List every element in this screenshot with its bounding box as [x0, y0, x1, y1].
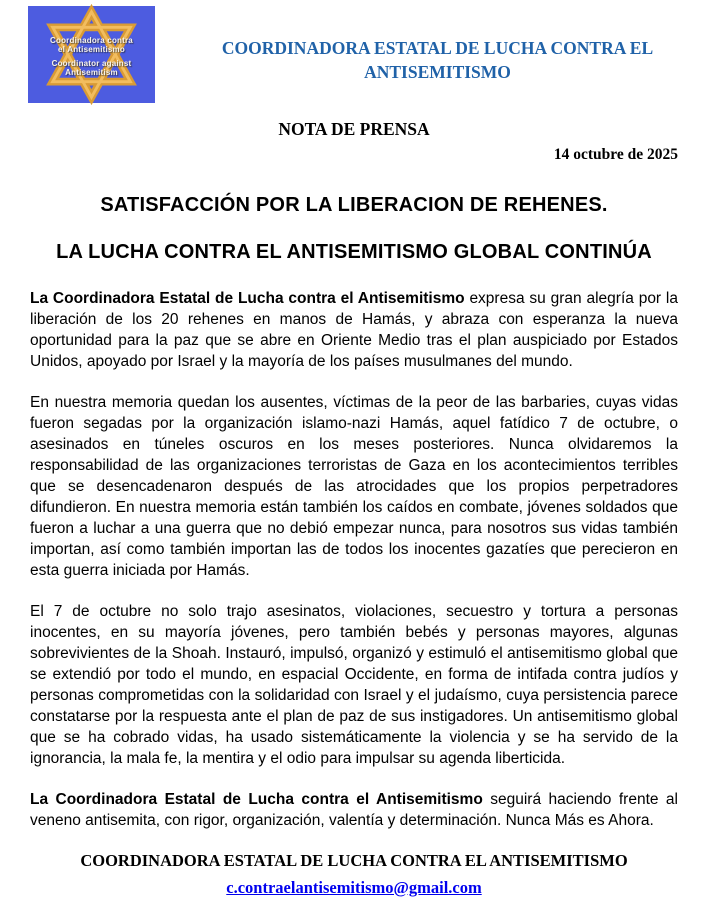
paragraph-4-text: seguirá haciendo frente al veneno antisemita, con rigor, organización, valentía y determinación. Nunca Más es Ahora. — [30, 791, 678, 829]
date: 14 octubre de 2025 — [553, 146, 678, 163]
headline-2: LA LUCHA CONTRA EL ANTISEMITISMO GLOBAL CONTINÚA — [56, 241, 652, 263]
paragraph-2-text: En nuestra memoria quedan los ausentes, víctimas de la peor de las barbaries, cuyas vidas fueron segadas por la organización islamo-nazi Hamás, aquel fatídico 7 de octubre, o asesinados en túneles oscuros en los meses posteriores. Nunca olvidaremos la responsabilidad de las organizaciones terroristas de Gaza en los acontecimientos terribles que se desencadenaron después de las atrocidades que los propios perpetradores difundieron. En nuestra memoria están también los caídos en combate, jóvenes soldados que fueron a luchar a una guerra que no debió empezar nunca, para nosotros sus vidas también importan, así como también importan las de todos los inocentes gazatíes que perecieron en esta guerra iniciada por Hamás. — [30, 394, 678, 579]
press-note-label: NOTA DE PRENSA — [278, 119, 430, 139]
logo-caption-line: el Antisemitismo — [58, 45, 125, 54]
paragraph-4 — [30, 789, 678, 831]
paragraph-3 — [30, 601, 678, 769]
contact-email-link[interactable]: c.contraelantisemitismo@gmail.com — [226, 878, 482, 897]
document-header — [0, 0, 708, 103]
paragraph-2 — [30, 392, 678, 581]
paragraph-1-bold-lead: La Coordinadora Estatal de Lucha contra el Antisemitismo — [30, 290, 465, 307]
footer-org-name: COORDINADORA ESTATAL DE LUCHA CONTRA EL ANTISEMITISMO — [80, 851, 628, 870]
paragraph-3-text: El 7 de octubre no solo trajo asesinatos, violaciones, secuestro y tortura a personas inocentes, en su mayoría jóvenes, pero también bebés y personas mayores, algunas sobrevivientes de la Shoah. Instauró, impulsó, organizó y estimuló el antisemitismo global que se extendió por todo el mundo, en espacial Occidente, en forma de intifada contra judíos y personas comprometidas con la solidaridad con Israel y el judaísmo, cuya persistencia parece constatarse por la respuesta ante el plan de paz de sus instigadores. Un antisemitismo global que se ha cobrado vidas, ha usado sistemáticamente la violencia y se ha servido de la ignorancia, la mala fe, la mentira y el odio para impulsar su agenda liberticida. — [30, 603, 678, 767]
body-text — [30, 288, 678, 831]
logo-caption — [28, 36, 155, 77]
paragraph-1 — [30, 288, 678, 372]
logo-caption-line: Antisemitism — [65, 68, 118, 77]
org-logo — [28, 6, 155, 103]
logo-caption-line: Coordinator against — [51, 59, 132, 68]
paragraph-1-text: expresa su gran alegría por la liberación de los 20 rehenes en manos de Hamás, y abraza con esperanza la nueva oportunidad para la paz que se abre en Oriente Medio tras el plan auspiciado por Estados Unidos, apoyado por Israel y la mayoría de los países musulmanes del mundo. — [30, 290, 678, 370]
document-footer — [0, 851, 708, 898]
org-title: COORDINADORA ESTATAL DE LUCHA CONTRA EL ANTISEMITISMO — [221, 38, 654, 82]
paragraph-4-bold-lead: La Coordinadora Estatal de Lucha contra el Antisemitismo — [30, 791, 483, 808]
headline-1: SATISFACCIÓN POR LA LIBERACION DE REHENES. — [100, 194, 608, 216]
logo-caption-line: Coordinadora contra — [50, 36, 133, 45]
